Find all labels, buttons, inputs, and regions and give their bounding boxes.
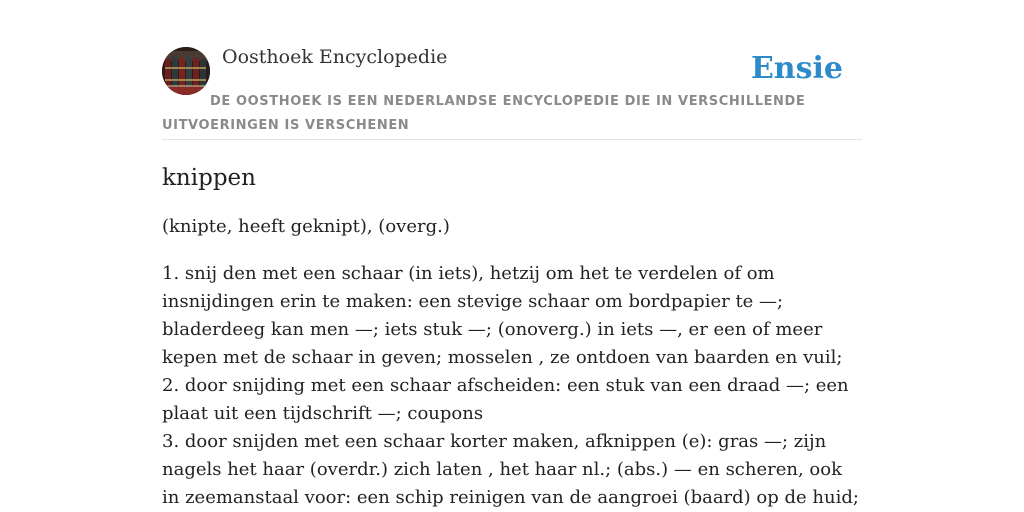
definition-item: 1. snij den met een schaar (in iets), hetzij om het te verdelen of om insnijdingen erin te maken: een stevige schaar om bordpapier te —; bladerdeeg kan men —; iets stuk —; (onoverg.) in iets —, er een of meer kepen met de schaar in geven; mosselen , ze ontdoen van baarden en vuil; [162,263,843,368]
site-header [162,40,862,140]
entry-grammar: (knipte, heeft geknipt), (overg.) [162,216,450,237]
entry-title: knippen [162,165,256,191]
brand-logo[interactable]: Ensie [750,51,843,86]
entry-content [162,160,862,512]
site-name[interactable]: Oosthoek Encyclopedie [222,46,448,68]
books-icon[interactable] [162,47,210,95]
entry-definition [162,260,862,512]
definition-item: 2. door snijding met een schaar afscheiden: een stuk van een draad —; een plaat uit een tijdschrift —; coupons [162,375,849,424]
definition-item: 3. door snijden met een schaar korter maken, afknippen (e): gras —; zijn nagels het haar (overdr.) zich laten , het haar nl.; (abs.) — en scheren, ook in zeemanstaal voor: een schip reinigen van de aangroei (baard) op de huid; [162,431,859,508]
header-divider [162,139,862,140]
site-tagline: DE OOSTHOEK IS EEN NEDERLANDSE ENCYCLOPEDIE DIE IN VERSCHILLENDE UITVOERINGEN IS VERSCHENEN [162,94,806,133]
